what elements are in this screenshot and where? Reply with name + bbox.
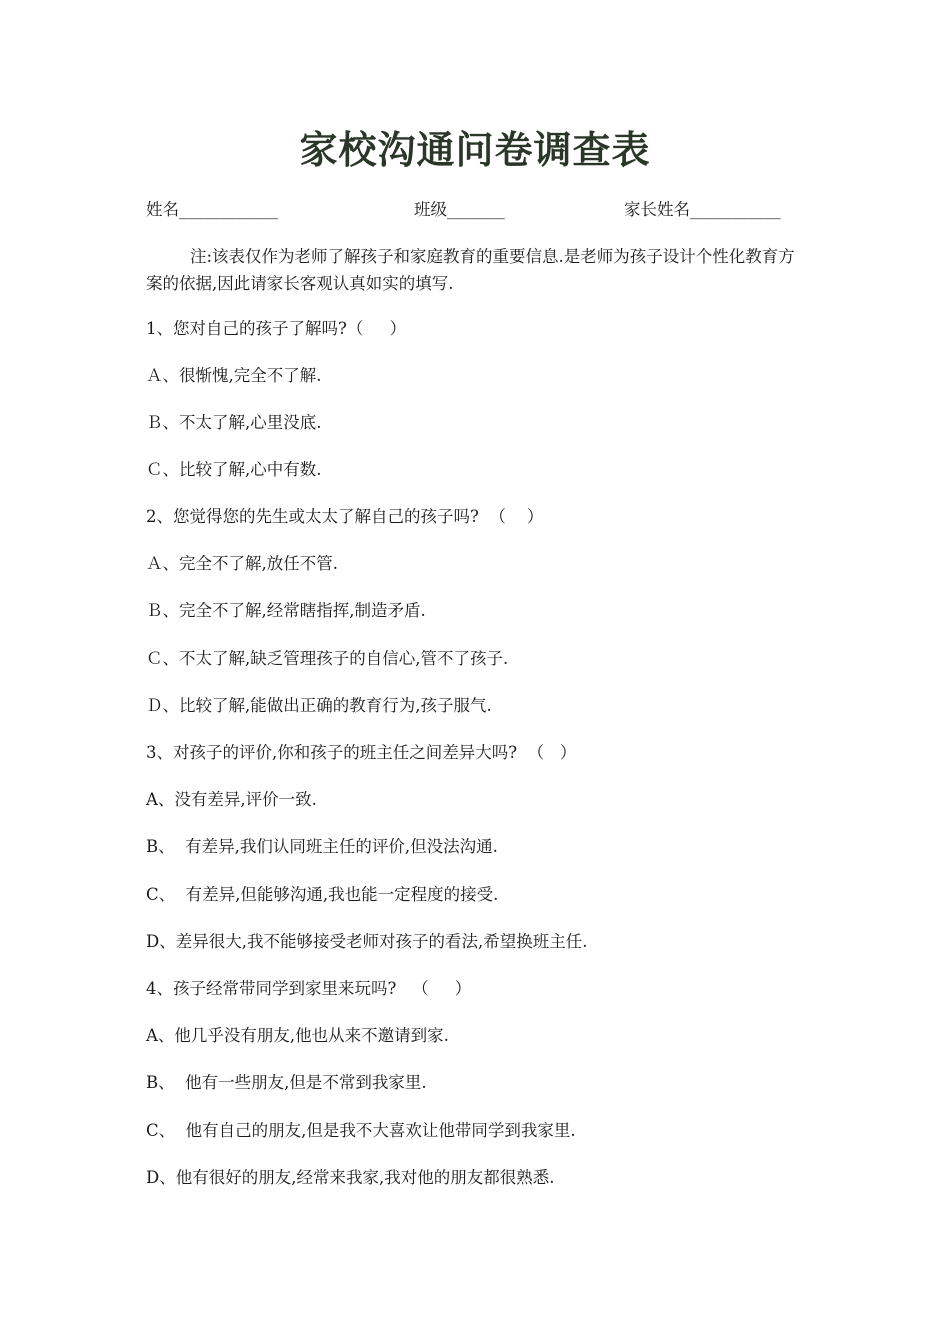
q3-option-d: D、差异很大,我不能够接受老师对孩子的看法,希望换班主任. [146,932,588,951]
question-3: 3、对孩子的评价,你和孩子的班主任之间差异大吗? （ ） [146,743,577,762]
q1-option-b: Ｂ、不太了解,心里没底. [146,413,322,432]
class-field: 班级_______ [414,200,505,219]
q4-option-c: C、 他有自己的朋友,但是我不大喜欢让他带同学到我家里. [146,1121,576,1140]
q2-option-c: Ｃ、不太了解,缺乏管理孩子的自信心,管不了孩子. [146,649,509,668]
page-title: 家校沟通问卷调查表 [299,128,651,172]
q1-option-a: Ａ、很惭愧,完全不了解. [146,366,322,385]
q2-option-b: Ｂ、完全不了解,经常瞎指挥,制造矛盾. [146,601,426,620]
q4-option-d: D、他有很好的朋友,经常来我家,我对他的朋友都很熟悉. [146,1168,555,1187]
q3-option-c: C、 有差异,但能够沟通,我也能一定程度的接受. [146,885,499,904]
q2-option-d: Ｄ、比较了解,能做出正确的教育行为,孩子服气. [146,696,492,715]
q1-option-c: Ｃ、比较了解,心中有数. [146,460,322,479]
q3-option-b: B、 有差异,我们认同班主任的评价,但没法沟通. [146,837,498,856]
parent-name-field: 家长姓名___________ [624,200,781,219]
q3-option-a: A、没有差异,评价一致. [146,790,317,809]
student-name-field: 姓名____________ [146,200,278,219]
question-1: 1、您对自己的孩子了解吗?（ ） [146,319,407,338]
instruction-note: 注:该表仅作为老师了解孩子和家庭教育的重要信息.是老师为孩子设计个性化教育方案的依据,因此请家长客观认真如实的填写. [146,247,795,293]
q4-option-b: B、 他有一些朋友,但是不常到我家里. [146,1073,427,1092]
q4-option-a: A、他几乎没有朋友,他也从来不邀请到家. [146,1026,449,1045]
question-2: 2、您觉得您的先生或太太了解自己的孩子吗? （ ） [146,507,544,526]
q2-option-a: Ａ、完全不了解,放任不管. [146,554,338,573]
question-4: 4、孩子经常带同学到家里来玩吗? （ ） [146,979,472,998]
